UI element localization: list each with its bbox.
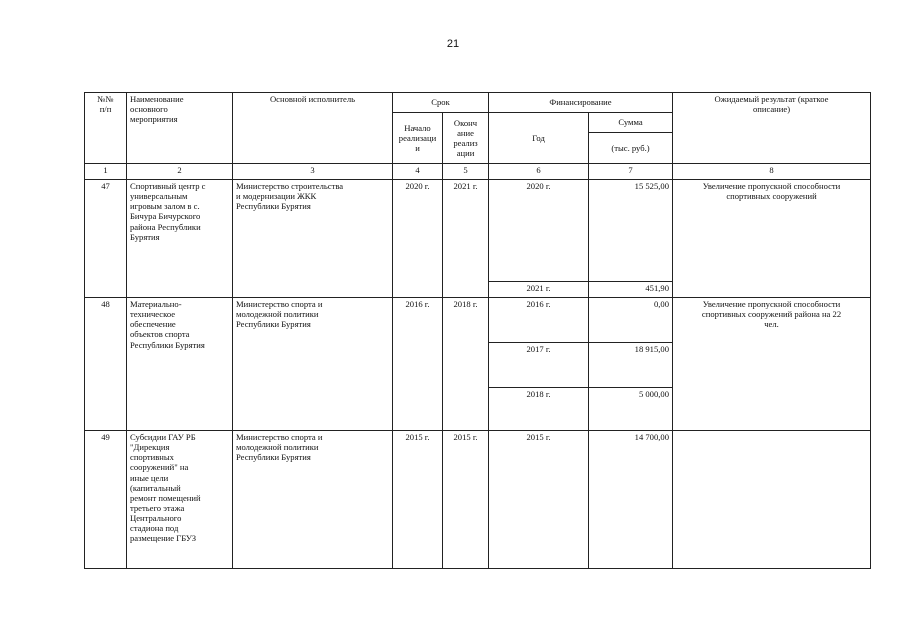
header-num-text: №№ п/п [97,94,114,115]
page-number: 21 [446,38,460,50]
row-num-cell: 48 [85,298,127,431]
column-number: 7 [589,164,673,180]
row-sum-cell: 18 915,00 [589,343,673,388]
header-term [393,93,489,113]
header-row-1 [85,93,871,113]
table-row [85,180,871,282]
row-name-cell [127,298,233,431]
row-name-text: Субсидии ГАУ РБ "Дирекция спортивных сооружений" на иные цели (капитальный ремонт помещений третьего этажа Центрального стадиона под размещение ГБУЗ [130,432,201,544]
column-number: 2 [127,164,233,180]
column-number: 5 [443,164,489,180]
row-result-cell [673,431,871,569]
row-sum-cell: 15 525,00 [589,180,673,282]
row-num-cell: 47 [85,180,127,298]
header-name [127,93,233,164]
row-sum-cell: 14 700,00 [589,431,673,569]
header-sum-unit [589,133,673,164]
header-year [489,113,589,164]
row-name-cell [127,431,233,569]
row-executor-cell [233,431,393,569]
row-result-cell [673,298,871,431]
header-sum [589,113,673,133]
column-number: 3 [233,164,393,180]
row-executor-text: Министерство строительства и модернизации ЖКК Республики Бурятия [236,181,344,212]
column-numbers-row [85,164,871,180]
row-sum-cell: 451,90 [589,282,673,298]
header-executor-text: Основной исполнитель [269,94,356,104]
row-year-cell: 2017 г. [489,343,589,388]
row-executor-text: Министерство спорта и молодежной политики Республики Бурятия [236,432,323,463]
row-start-cell: 2020 г. [393,180,443,298]
row-result-text: Увеличение пропускной способности спортивных сооружений района на 22 чел. [701,299,842,330]
header-end-text: Оконч ание реализ ации [453,117,478,159]
table-row [85,431,871,569]
row-end-cell: 2018 г. [443,298,489,431]
table-row [85,298,871,343]
row-year-cell: 2021 г. [489,282,589,298]
row-sum-cell: 0,00 [589,298,673,343]
header-name-text: Наименование основного мероприятия [130,94,184,125]
row-start-cell: 2016 г. [393,298,443,431]
row-result-text: Увеличение пропускной способности спортивных сооружений [702,181,841,202]
row-year-cell: 2020 г. [489,180,589,282]
row-result-cell [673,180,871,298]
row-sum-cell: 5 000,00 [589,388,673,431]
header-term-text: Срок [431,97,450,108]
header-start [393,113,443,164]
measures-table [84,92,871,569]
row-executor-cell [233,180,393,298]
row-start-cell: 2015 г. [393,431,443,569]
header-start-text: Начало реализаци и [398,122,437,154]
column-number: 4 [393,164,443,180]
row-name-cell [127,180,233,298]
row-executor-text: Министерство спорта и молодежной политики Республики Бурятия [236,299,323,330]
header-year-text: Год [532,132,545,143]
row-name-text: Спортивный центр с универсальным игровым залом в с. Бичура Бичурского района Республики Бурятия [130,181,206,242]
row-end-cell: 2015 г. [443,431,489,569]
header-result [673,93,871,164]
header-num [85,93,127,164]
header-sum-unit-text: (тыс. руб.) [611,142,650,153]
column-number: 6 [489,164,589,180]
header-sum-text: Сумма [618,117,643,128]
header-executor [233,93,393,164]
row-year-cell: 2016 г. [489,298,589,343]
header-end [443,113,489,164]
row-name-text: Материально- техническое обеспечение объектов спорта Республики Бурятия [130,299,205,350]
row-year-cell: 2018 г. [489,388,589,431]
row-year-cell: 2015 г. [489,431,589,569]
row-executor-cell [233,298,393,431]
row-end-cell: 2021 г. [443,180,489,298]
header-financing [489,93,673,113]
header-result-text: Ожидаемый результат (краткое описание) [714,94,829,115]
column-number: 8 [673,164,871,180]
row-num-cell: 49 [85,431,127,569]
column-number: 1 [85,164,127,180]
header-financing-text: Финансирование [549,97,612,108]
